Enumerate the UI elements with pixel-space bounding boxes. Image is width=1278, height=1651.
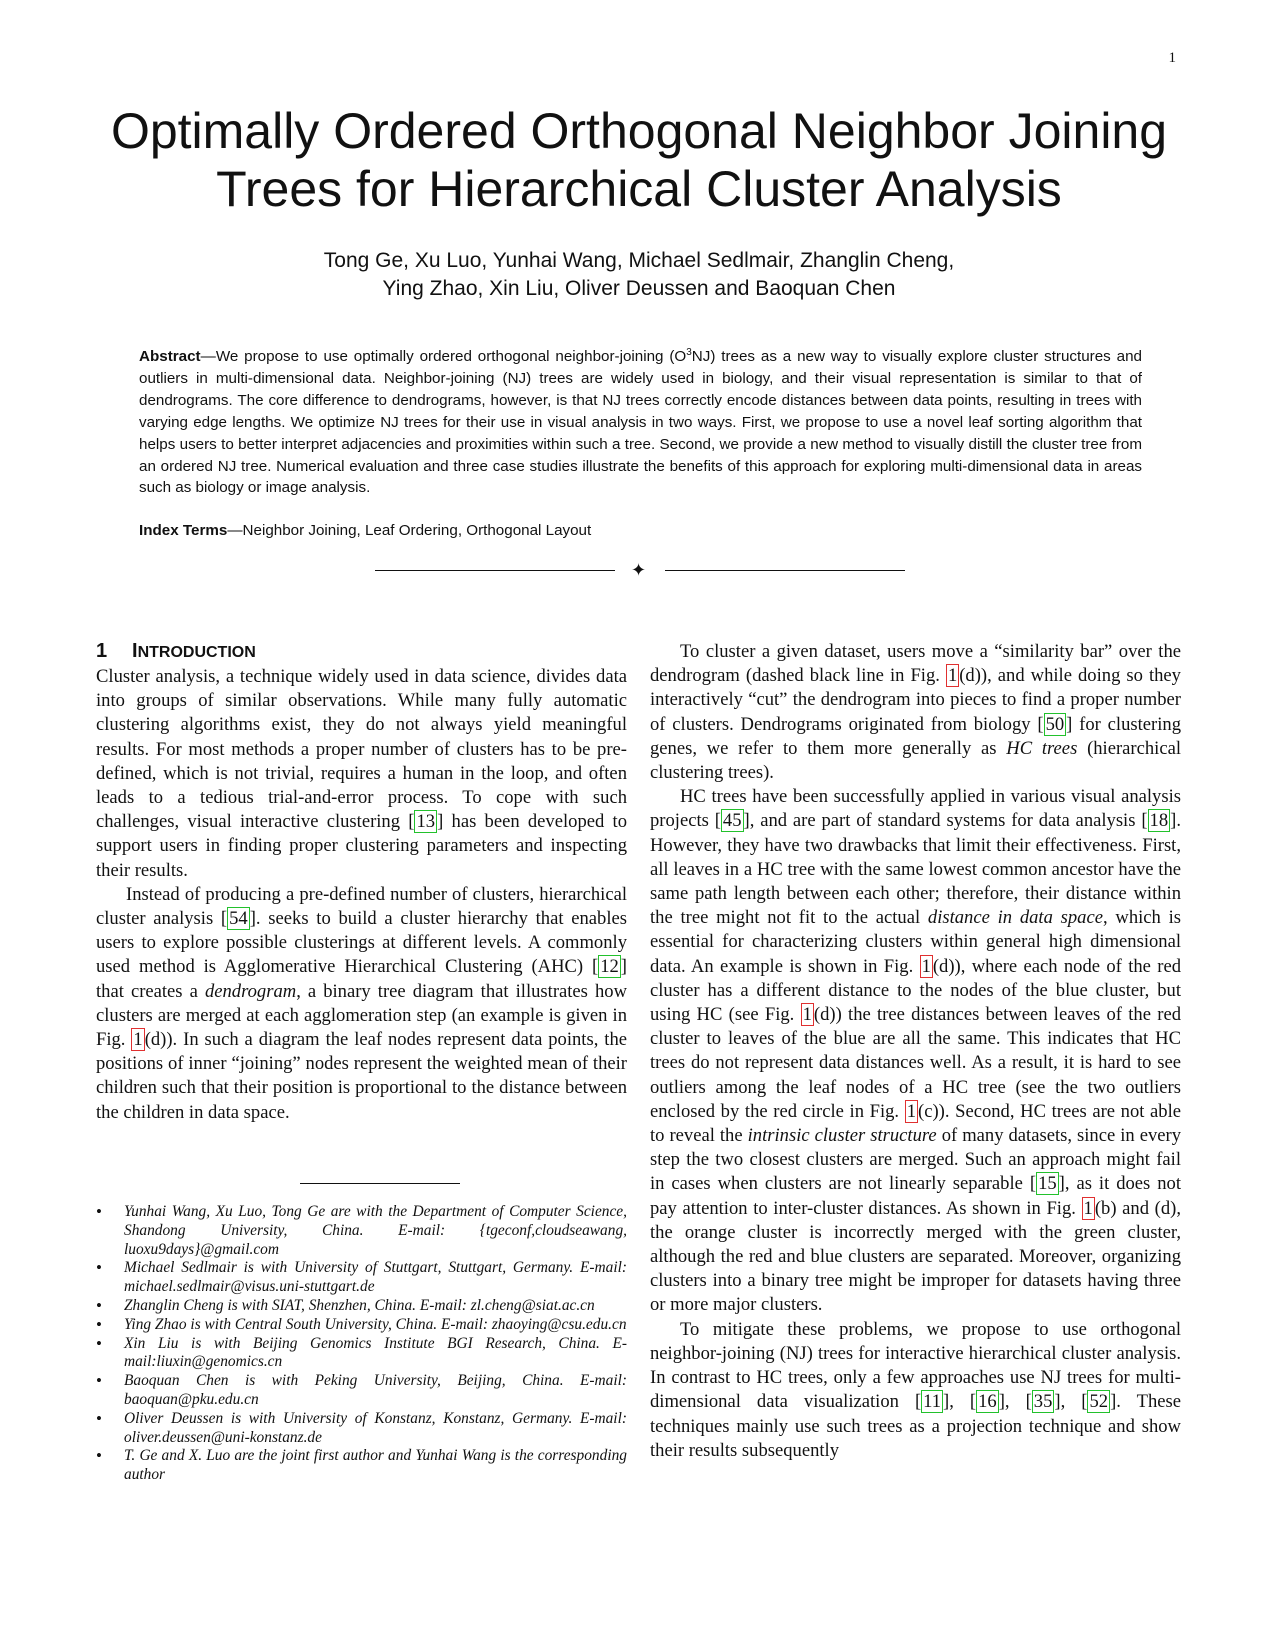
text-run: HC trees have been successfully applied in various visual analysis projects xyxy=(650,786,1181,832)
figure-link[interactable]: 1 xyxy=(802,1004,812,1026)
citation-link[interactable]: 50 xyxy=(1045,713,1065,735)
text-run: of many datasets, since in every step the two closest clusters are merged. Such an approach might fail in cases when clusters are not linearly separable xyxy=(650,1125,1181,1195)
text-run: (b) and (d), the orange cluster is incorrectly merged with the green cluster, although the red and blue clusters are separated. Moreover, organizing clusters into a binary tree might be improper for datasets having three or more major clusters. xyxy=(650,1197,1181,1316)
text-run: (d)), and while doing so they interactively “cut” the dendrogram into pieces to find a proper number of clusters. Dendrograms originated from biology xyxy=(650,665,1181,735)
text-run: . seeks to build a cluster hierarchy that enables users to explore possible clusterings at different levels. A commonly used method is Agglomerative Hierarchical Clustering (AHC) xyxy=(96,908,627,978)
page-number: 1 xyxy=(1168,50,1176,66)
author-list xyxy=(0,247,1278,303)
text-run: (d)) the tree distances between leaves of the red cluster to leaves of the blue are all the same. This indicates that HC trees do not represent data distances well. As a result, it is hard to see outliers among the leaf nodes of a HC tree (see the two outliers enclosed by the red circle in Fig. xyxy=(650,1004,1181,1122)
abstract-text-2: NJ) trees as a new way to visually explore cluster structures and outliers in multi-dimensional data. Neighbor-joining (NJ) trees are widely used in biology, and their visual representation is similar to that of dendrograms. The core difference to dendrograms, however, is that NJ trees correctly encode distances between data points, resulting in trees with varying edge lengths. We optimize NJ trees for their use in visual analysis in two ways. First, we propose to use a novel leaf sorting algorithm that helps users to better interpret adjacencies and proximities within such a tree. Second, we provide a new method to visually distill the cluster tree from an ordered NJ tree. Numerical evaluation and three case studies illustrate the benefits of this approach for exploring multi-dimensional data in areas such as biology or image analysis. xyxy=(139,348,1142,497)
section-number: 1 xyxy=(96,640,108,662)
title-line-2: Trees for Hierarchical Cluster Analysis xyxy=(216,161,1062,217)
text-run: . However, they have two drawbacks that limit their effectiveness. First, all leaves in a HC tree with the same lowest common ancestor have the same path length between each other; therefore, their distance within the tree might not fit to the actual xyxy=(650,810,1181,929)
section-divider xyxy=(375,560,905,580)
figure-link[interactable]: 1 xyxy=(947,665,958,687)
section-title-rest: NTRODUCTION xyxy=(137,644,256,661)
emphasis: distance in data space xyxy=(927,907,1103,929)
figure-link[interactable]: 1 xyxy=(906,1100,917,1122)
emphasis: HC trees xyxy=(1006,737,1078,759)
citation-link[interactable]: 13 xyxy=(416,811,436,833)
text-run: . These techniques mainly use such trees as a projection technique and show their results subsequently xyxy=(650,1391,1181,1461)
footnote-item: • Yunhai Wang, Xu Luo, Tong Ge are with the Department of Computer Science, Shandong University, China. E-mail: {tgeconf,cloudseawang, luoxu9days}@gmail.com xyxy=(96,1203,627,1259)
text-run: Instead of producing a pre-defined number of clusters, hierarchical cluster analysis xyxy=(96,883,627,930)
text-run: for clustering genes, we refer to them more generally as xyxy=(650,713,1181,759)
paragraph: To cluster a given dataset, users move a “similarity bar” over the dendrogram (dashed black line in Fig. 1 (d)), and while doing so they interactively “cut” the dendrogram into pieces to find a proper number of clusters. Dendrograms originated from biology [ 50 ] for clustering genes, we refer to them more generally as HC trees (hierarchical clustering trees). xyxy=(650,641,1181,784)
abstract-superscript: 3 xyxy=(686,346,692,358)
citation-link[interactable]: 18 xyxy=(1149,810,1169,832)
citation-link[interactable]: 15 xyxy=(1038,1173,1057,1195)
paper-title xyxy=(0,102,1278,218)
text-run: (d)), where each node of the red cluster has a different distance to the nodes of the blue cluster, but using HC (see Fig. xyxy=(650,955,1181,1026)
divider-line-left xyxy=(375,570,615,571)
index-terms xyxy=(139,520,1142,542)
footnote-item: • Xin Liu is with Beijing Genomics Institute BGI Research, China. E-mail:liuxin@genomics.cn xyxy=(96,1335,627,1373)
footnote-item: • Zhanglin Cheng is with SIAT, Shenzhen, China. E-mail: zl.cheng@siat.ac.cn xyxy=(96,1297,627,1316)
text-run: , a binary tree diagram that illustrates how clusters are merged at each agglomeration step (an example is given in Fig. xyxy=(96,980,627,1051)
abstract-label: Abstract xyxy=(139,348,201,365)
text-run: , which is essential for characterizing clusters within general high dimensional data. An example is shown in Fig. xyxy=(650,907,1181,977)
figure-link[interactable]: 1 xyxy=(133,1029,143,1051)
footnote-rule xyxy=(300,1183,460,1184)
paragraph: Cluster analysis, a technique widely used in data science, divides data into groups of similar observations. While many fully automatic clustering algorithms exist, they do not always yield meaningful results. For most methods a proper number of clusters has to be pre-defined, which is not trivial, requires a human in the loop, and often leads to a tedious trial-and-error process. To cope with such challenges, visual interactive clustering [ 13 ] has been developed to support users in finding proper clustering parameters and inspecting their results. xyxy=(96,666,627,881)
authors-line-2: Ying Zhao, Xin Liu, Oliver Deussen and Baoquan Chen xyxy=(382,277,896,300)
figure-link[interactable]: 1 xyxy=(1083,1197,1093,1219)
text-run: (d)). In such a diagram the leaf nodes represent data points, the positions of inner “joining” nodes represent the weighted mean of their children such that their position is proportional to the distance between the children in data space. xyxy=(96,1029,627,1123)
abstract-text-1: —We propose to use optimally ordered orthogonal neighbor-joining (O xyxy=(200,348,687,365)
text-run: , and are part of standard systems for data analysis xyxy=(749,810,1142,832)
text-run: , xyxy=(949,1391,970,1413)
text-run: , xyxy=(1060,1391,1082,1413)
footnote-item: • Baoquan Chen is with Peking University, Beijing, China. E-mail: baoquan@pku.edu.cn xyxy=(96,1372,627,1410)
divider-line-right xyxy=(665,570,905,571)
title-line-1: Optimally Ordered Orthogonal Neighbor Joining xyxy=(110,103,1168,159)
citation-link[interactable]: 11 xyxy=(923,1391,942,1413)
footnote-item: • Michael Sedlmair is with University of Stuttgart, Stuttgart, Germany. E-mail: michael.sedlmair@visus.uni-stuttgart.de xyxy=(96,1259,627,1297)
footnote-item: • Ying Zhao is with Central South University, China. E-mail: zhaoying@csu.edu.cn xyxy=(96,1316,627,1335)
citation-link[interactable]: 52 xyxy=(1089,1391,1109,1413)
citation-link[interactable]: 16 xyxy=(978,1391,997,1413)
index-terms-text: —Neighbor Joining, Leaf Ordering, Orthogonal Layout xyxy=(227,522,592,539)
figure-link[interactable]: 1 xyxy=(921,955,931,977)
emphasis: intrinsic cluster structure xyxy=(747,1125,937,1147)
text-run: , xyxy=(1004,1391,1026,1413)
text-run: Cluster analysis, a technique widely used in data science, divides data into groups of similar observations. While many fully automatic clustering algorithms exist, they do not always yield meaningful results. For most methods a proper number of clusters has to be pre-defined, which is not trivial, requires a human in the loop, and often leads to a tedious trial-and-error process. To cope with such challenges, visual interactive clustering xyxy=(96,666,627,833)
authors-line-1: Tong Ge, Xu Luo, Yunhai Wang, Michael Sedlmair, Zhanglin Cheng, xyxy=(323,249,955,272)
footnote-list xyxy=(96,1203,627,1485)
text-run: (c)). Second, HC trees are not able to reveal the xyxy=(650,1100,1182,1147)
section-title-initial: I xyxy=(132,640,138,662)
index-terms-label: Index Terms xyxy=(139,522,228,539)
citation-link[interactable]: 54 xyxy=(229,908,248,930)
paragraph: Instead of producing a pre-defined number of clusters, hierarchical cluster analysis [ 54 ]. seeks to build a cluster hierarchy that enables users to explore possible clusterings at different levels. A commonly used method is Agglomerative Hierarchical Clustering (AHC) [ 12 ] that creates a dendrogram, a binary tree diagram that illustrates how clusters are merged at each agglomeration step (an example is given in Fig. 1 (d)). In such a diagram the leaf nodes represent data points, the positions of inner “joining” nodes represent the weighted mean of their children such that their position is proportional to the distance between the children in data space. xyxy=(96,883,627,1123)
paragraph: To mitigate these problems, we propose to use orthogonal neighbor-joining (NJ) trees for interactive hierarchical cluster analysis. In contrast to HC trees, only a few approaches use NJ trees for multi-dimensional data visualization [ 11 ], [ 16 ], [ 35 ], [ 52 ]. These techniques mainly use such trees as a projection technique and show their results subsequently xyxy=(650,1318,1181,1461)
text-run: , as it does not pay attention to inter-cluster distances. As shown in Fig. xyxy=(650,1173,1181,1219)
text-run: has been developed to support users in finding proper clustering parameters and inspecting their results. xyxy=(96,811,627,881)
text-run: that creates a xyxy=(96,980,205,1002)
text-run: To cluster a given dataset, users move a “similarity bar” over the dendrogram (dashed black line in Fig. xyxy=(650,641,1181,687)
citation-link[interactable]: 45 xyxy=(722,810,742,832)
text-run: To mitigate these problems, we propose to use orthogonal neighbor-joining (NJ) trees for interactive hierarchical cluster analysis. In contrast to HC trees, only a few approaches use NJ trees for multi-dimensional data visualization xyxy=(650,1318,1181,1413)
footnote-item: • T. Ge and X. Luo are the joint first author and Yunhai Wang is the corresponding author xyxy=(96,1447,627,1485)
footnote-item: • Oliver Deussen is with University of Konstanz, Konstanz, Germany. E-mail: oliver.deussen@uni-konstanz.de xyxy=(96,1410,627,1448)
citation-link[interactable]: 12 xyxy=(600,956,619,978)
abstract xyxy=(139,346,1142,499)
left-column xyxy=(96,665,627,1125)
citation-link[interactable]: 35 xyxy=(1033,1391,1053,1413)
section-heading xyxy=(96,639,256,665)
divider-diamond-icon: ✦ xyxy=(631,560,647,580)
text-run: (hierarchical clustering trees). xyxy=(650,737,1181,784)
emphasis: dendrogram xyxy=(204,980,297,1002)
right-column xyxy=(650,640,1181,1463)
paragraph: HC trees have been successfully applied in various visual analysis projects [ 45 ], and are part of standard systems for data analysis [ 18 ]. However, they have two drawbacks that limit their effectiveness. First, all leaves in a HC tree with the same lowest common ancestor have the same path length between each other; therefore, their distance within the tree might not fit to the actual distance in data space, which is essential for characterizing clusters within general high dimensional data. An example is shown in Fig. 1 (d)), where each node of the red cluster has a different distance to the nodes of the blue cluster, but using HC (see Fig. 1 (d)) the tree distances between leaves of the red cluster to leaves of the blue are all the same. This indicates that HC trees do not represent data distances well. As a result, it is hard to see outliers among the leaf nodes of a HC tree (see the two outliers enclosed by the red circle in Fig. 1 (c)). Second, HC trees are not able to reveal the intrinsic cluster structure of many datasets, since in every step the two closest clusters are merged. Such an approach might fail in cases when clusters are not linearly separable [ 15 ], as it does not pay attention to inter-cluster distances. As shown in Fig. 1 (b) and (d), the orange cluster is incorrectly merged with the green cluster, although the red and blue clusters are separated. Moreover, organizing clusters into a binary tree might be improper for datasets having three or more major clusters. xyxy=(650,786,1182,1316)
